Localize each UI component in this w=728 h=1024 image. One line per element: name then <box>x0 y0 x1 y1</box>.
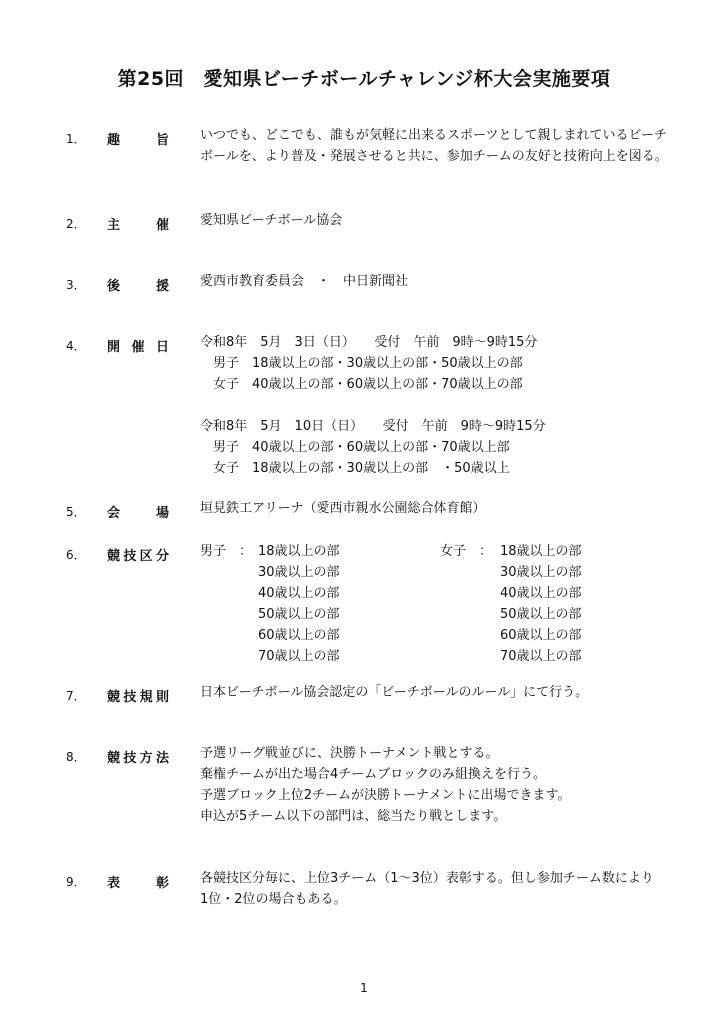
section-7-text <box>200 682 588 703</box>
text-line: 愛知県ビーチボール協会 <box>200 213 343 228</box>
women-label: 女子 ： <box>440 544 493 559</box>
text-line: ボールを、より普及・発展させると共に、参加チームの友好と技術向上を図る。 <box>200 149 668 164</box>
text-line: 男子 18歳以上の部・30歳以上の部・50歳以上の部 <box>200 356 523 371</box>
text-line: 令和8年 5月 10日（日） 受付 午前 9時～9時15分 <box>200 419 546 434</box>
list-item: 50歳以上の部 <box>258 607 340 622</box>
text-line: 愛西市教育委員会 ・ 中日新聞社 <box>200 274 409 289</box>
text-line: 女子 18歳以上の部・30歳以上の部 ・50歳以上 <box>200 461 510 476</box>
text-line: 女子 40歳以上の部・60歳以上の部・70歳以上の部 <box>200 377 523 392</box>
text-line: 申込が5チーム以下の部門は、総当たり戦とします。 <box>200 809 507 824</box>
list-item: 40歳以上の部 <box>258 586 340 601</box>
list-item: 30歳以上の部 <box>500 565 582 580</box>
men-categories <box>258 541 340 667</box>
section-8-label: 競技方法 <box>107 751 169 766</box>
section-9-label: 表 彰 <box>107 876 169 891</box>
list-item: 18歳以上の部 <box>258 544 340 559</box>
text-line: いつでも、どこでも、誰もが気軽に出来るスポーツとして親しまれているビーチ <box>200 128 667 143</box>
section-8-text <box>200 743 570 827</box>
page-number: 1 <box>360 981 368 995</box>
women-categories <box>500 541 582 667</box>
section-2-label: 主 催 <box>107 218 169 233</box>
text-line: 予選リーグ戦並びに、決勝トーナメント戦とする。 <box>200 746 499 761</box>
list-item: 60歳以上の部 <box>258 628 340 643</box>
text-line: 令和8年 5月 3日（日） 受付 午前 9時～9時15分 <box>200 335 538 350</box>
section-5-number: 5． <box>66 505 86 519</box>
section-4-label: 開 催 日 <box>107 340 169 355</box>
text-line: 1位・2位の場合もある。 <box>200 892 347 907</box>
text-line: 各競技区分毎に、上位3チーム（1～3位）表彰する。但し参加チーム数により <box>200 871 654 886</box>
section-2-number: 2． <box>66 217 86 231</box>
section-5-text <box>200 498 485 519</box>
section-1-text <box>200 125 668 167</box>
text-line: 予選ブロック上位2チームが決勝トーナメントに出場できます。 <box>200 788 571 803</box>
section-8-number: 8． <box>66 750 86 764</box>
section-1-label: 趣 旨 <box>107 133 169 148</box>
section-3-label: 後 援 <box>107 279 169 294</box>
section-3-text <box>200 271 408 292</box>
section-9-text <box>200 868 654 910</box>
text-line <box>200 395 546 416</box>
section-1-number: 1． <box>66 132 86 146</box>
section-7-number: 7． <box>66 689 86 703</box>
list-item: 50歳以上の部 <box>500 607 582 622</box>
section-9-number: 9． <box>66 875 86 889</box>
page-title: 第25回 愛知県ビーチボールチャレンジ杯大会実施要項 <box>117 68 611 90</box>
list-item: 60歳以上の部 <box>500 628 582 643</box>
section-6-number: 6． <box>66 548 86 562</box>
text-line: 男子 40歳以上の部・60歳以上の部・70歳以上部 <box>200 440 510 455</box>
list-item: 18歳以上の部 <box>500 544 582 559</box>
text-line: 垣見鉄工アリーナ（愛西市親水公園総合体育館） <box>200 501 486 516</box>
text-line: 棄権チームが出た場合4チームブロックのみ組換えを行う。 <box>200 767 547 782</box>
section-3-number: 3． <box>66 278 86 292</box>
list-item: 40歳以上の部 <box>500 586 582 601</box>
men-label: 男子 ： <box>200 544 253 559</box>
section-4-text <box>200 332 546 479</box>
section-5-label: 会 場 <box>107 506 169 521</box>
list-item: 30歳以上の部 <box>258 565 340 580</box>
list-item: 70歳以上の部 <box>258 649 340 664</box>
list-item: 70歳以上の部 <box>500 649 582 664</box>
section-7-label: 競技規則 <box>107 690 169 705</box>
text-line: 日本ビーチボール協会認定の「ビーチボールのルール」にて行う。 <box>200 685 589 700</box>
section-6-label: 競技区分 <box>107 549 169 564</box>
section-2-text <box>200 210 342 231</box>
section-4-number: 4． <box>66 339 86 353</box>
